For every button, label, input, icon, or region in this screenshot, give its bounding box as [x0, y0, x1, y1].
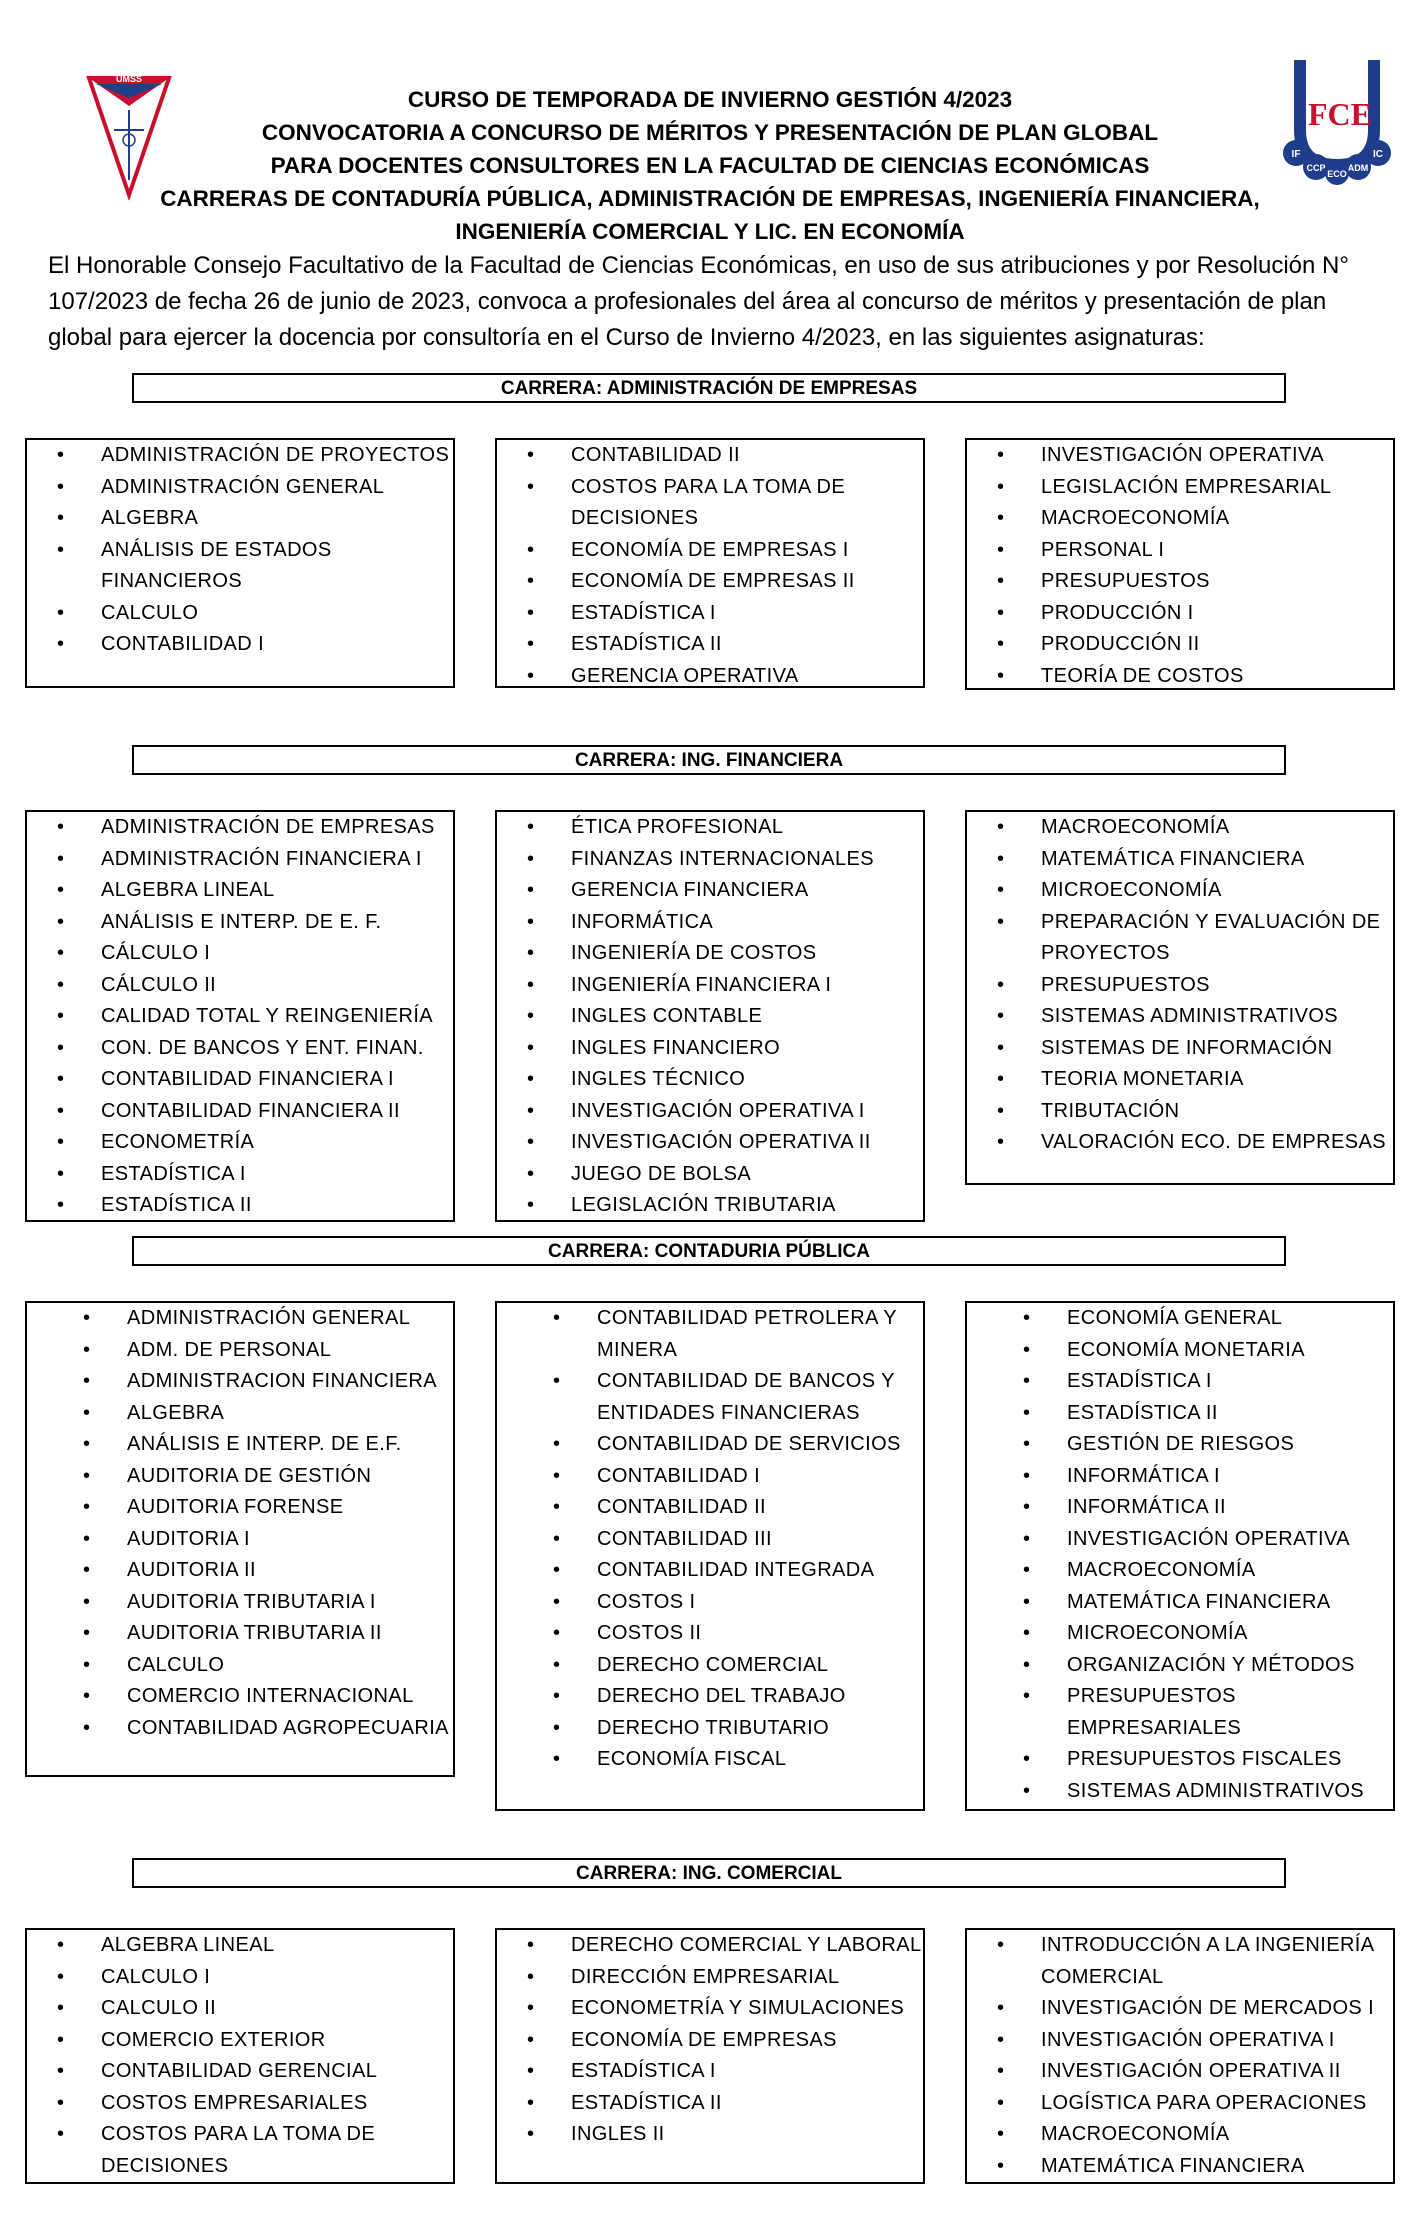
- subject-item: • VALORACIÓN ECO. DE EMPRESAS: [967, 1127, 1393, 1159]
- subject-box: [25, 1928, 455, 2184]
- subject-item: • ESTADÍSTICA I: [497, 598, 923, 630]
- subject-item: • ADM. DE PERSONAL: [27, 1335, 453, 1367]
- subject-item: • MACROECONOMÍA: [967, 2119, 1393, 2151]
- subject-item: • TRIBUTACIÓN: [967, 1096, 1393, 1128]
- subject-item: • ESTADÍSTICA II: [27, 1190, 453, 1222]
- subject-item: • INTRODUCCIÓN A LA INGENIERÍA COMERCIAL: [967, 1930, 1393, 1993]
- svg-text:IF: IF: [1291, 149, 1301, 160]
- subject-item: • INGLES TÉCNICO: [497, 1064, 923, 1096]
- subject-item: • MATEMÁTICA FINANCIERA: [967, 2151, 1393, 2183]
- subject-box: [495, 1928, 925, 2184]
- subject-box: [25, 438, 455, 688]
- subject-item: • CONTABILIDAD I: [497, 1461, 923, 1493]
- subject-box: [495, 1301, 925, 1811]
- subject-item: • CONTABILIDAD PETROLERA Y MINERA: [497, 1303, 923, 1366]
- subject-item: • INGLES FINANCIERO: [497, 1033, 923, 1065]
- subject-item: • ALGEBRA: [27, 503, 453, 535]
- intro-line-1: El Honorable Consejo Facultativo de la Facultad de Ciencias Económicas, en uso de sus atribuciones y por Resolución N°: [48, 252, 1349, 279]
- subject-item: • ESTADÍSTICA I: [967, 1366, 1393, 1398]
- subject-item: • CONTABILIDAD II: [497, 440, 923, 472]
- subject-item: • MATEMÁTICA FINANCIERA: [967, 1587, 1393, 1619]
- subject-item: • GESTIÓN DE RIESGOS: [967, 1429, 1393, 1461]
- subject-item: • ANÁLISIS E INTERP. DE E. F.: [27, 907, 453, 939]
- subject-item: • SISTEMAS ADMINISTRATIVOS: [967, 1001, 1393, 1033]
- subject-item: • INVESTIGACIÓN OPERATIVA: [967, 440, 1393, 472]
- header-line-5: INGENIERÍA COMERCIAL Y LIC. EN ECONOMÍA: [455, 219, 965, 244]
- subject-item: • ORGANIZACIÓN Y MÉTODOS: [967, 1650, 1393, 1682]
- subject-item: • CALCULO II: [27, 1993, 453, 2025]
- subject-item: • ADMINISTRACIÓN GENERAL: [27, 1303, 453, 1335]
- subject-item: • AUDITORIA II: [27, 1555, 453, 1587]
- subject-item: • INVESTIGACIÓN OPERATIVA: [967, 1524, 1393, 1556]
- subject-item: • INGLES CONTABLE: [497, 1001, 923, 1033]
- subject-item: • ALGEBRA LINEAL: [27, 1930, 453, 1962]
- subject-item: • COSTOS EMPRESARIALES: [27, 2088, 453, 2120]
- subject-item: • COSTOS PARA LA TOMA DE DECISIONES: [497, 472, 923, 535]
- subject-item: • ADMINISTRACIÓN FINANCIERA I: [27, 844, 453, 876]
- subject-item: • ADMINISTRACIÓN DE EMPRESAS: [27, 812, 453, 844]
- subject-item: • INFORMÁTICA I: [967, 1461, 1393, 1493]
- subject-item: • CONTABILIDAD GERENCIAL: [27, 2056, 453, 2088]
- subject-item: • COMERCIO INTERNACIONAL: [27, 1681, 453, 1713]
- subject-item: • PRODUCCIÓN II: [967, 629, 1393, 661]
- subject-item: • MACROECONOMÍA: [967, 503, 1393, 535]
- subject-item: • PREPARACIÓN Y EVALUACIÓN DE PROYECTOS: [967, 907, 1393, 970]
- subject-item: • ESTADÍSTICA II: [497, 629, 923, 661]
- subject-item: • DERECHO COMERCIAL Y LABORAL: [497, 1930, 923, 1962]
- subject-box: [965, 810, 1395, 1185]
- subject-item: • PRESUPUESTOS FISCALES: [967, 1744, 1393, 1776]
- subject-box: [25, 1301, 455, 1777]
- document-header: [150, 83, 1270, 248]
- section-title-ing-financiera: CARRERA: ING. FINANCIERA: [132, 745, 1286, 775]
- subject-box: [965, 438, 1395, 690]
- subject-item: • AUDITORIA TRIBUTARIA I: [27, 1587, 453, 1619]
- subject-item: • PRESUPUESTOS EMPRESARIALES: [967, 1681, 1393, 1744]
- subject-item: • CÁLCULO I: [27, 938, 453, 970]
- subject-item: • ECONOMÍA FISCAL: [497, 1744, 923, 1776]
- subject-item: • AUDITORIA I: [27, 1524, 453, 1556]
- subject-item: • INVESTIGACIÓN OPERATIVA I: [967, 2025, 1393, 2057]
- subject-item: • INFORMÁTICA II: [967, 1492, 1393, 1524]
- subject-item: • DERECHO COMERCIAL: [497, 1650, 923, 1682]
- subject-item: • MATEMÁTICA FINANCIERA: [967, 844, 1393, 876]
- subject-item: • PERSONAL I: [967, 535, 1393, 567]
- subject-item: • CON. DE BANCOS Y ENT. FINAN.: [27, 1033, 453, 1065]
- svg-text:ECO: ECO: [1327, 169, 1347, 179]
- subject-item: • COSTOS II: [497, 1618, 923, 1650]
- subject-item: • ALGEBRA: [27, 1398, 453, 1430]
- header-line-1: CURSO DE TEMPORADA DE INVIERNO GESTIÓN 4/2023: [407, 87, 1013, 112]
- subject-item: • ECONOMÍA MONETARIA: [967, 1335, 1393, 1367]
- subject-box: [25, 810, 455, 1222]
- subject-item: • ESTADÍSTICA II: [497, 2088, 923, 2120]
- header-line-4: CARRERAS DE CONTADURÍA PÚBLICA, ADMINISTRACIÓN DE EMPRESAS, INGENIERÍA FINANCIERA,: [160, 186, 1260, 211]
- subject-item: • PRESUPUESTOS: [967, 970, 1393, 1002]
- subject-item: • CALCULO: [27, 598, 453, 630]
- subject-item: • ADMINISTRACION FINANCIERA: [27, 1366, 453, 1398]
- subject-item: • CALCULO I: [27, 1962, 453, 1994]
- subject-item: • ANÁLISIS E INTERP. DE E.F.: [27, 1429, 453, 1461]
- svg-text:IC: IC: [1373, 149, 1383, 160]
- subject-item: • LEGISLACIÓN EMPRESARIAL: [967, 472, 1393, 504]
- subject-item: • INGENIERÍA FINANCIERA I: [497, 970, 923, 1002]
- subject-item: • ADMINISTRACIÓN GENERAL: [27, 472, 453, 504]
- subject-item: • ECONOMÍA DE EMPRESAS II: [497, 566, 923, 598]
- subject-item: • CONTABILIDAD DE SERVICIOS: [497, 1429, 923, 1461]
- section-title-administracion: CARRERA: ADMINISTRACIÓN DE EMPRESAS: [132, 373, 1286, 403]
- subject-item: • ECONOMETRÍA Y SIMULACIONES: [497, 1993, 923, 2025]
- subject-item: • CÁLCULO II: [27, 970, 453, 1002]
- subject-item: • ADMINISTRACIÓN DE PROYECTOS: [27, 440, 453, 472]
- subject-item: • ALGEBRA LINEAL: [27, 875, 453, 907]
- subject-item: • DERECHO DEL TRABAJO: [497, 1681, 923, 1713]
- subject-item: • COSTOS PARA LA TOMA DE DECISIONES: [27, 2119, 453, 2182]
- subject-item: • ESTADÍSTICA II: [967, 1398, 1393, 1430]
- subject-item: • CONTABILIDAD INTEGRADA: [497, 1555, 923, 1587]
- subject-item: • MICROECONOMÍA: [967, 1618, 1393, 1650]
- subject-item: • ECONOMÍA DE EMPRESAS: [497, 2025, 923, 2057]
- svg-text:ADM: ADM: [1347, 163, 1369, 173]
- subject-item: • ESTADÍSTICA I: [497, 2056, 923, 2088]
- subject-item: • ANÁLISIS DE ESTADOS FINANCIEROS: [27, 535, 453, 598]
- subject-box: [965, 1928, 1395, 2184]
- subject-item: • INFORMÁTICA: [497, 907, 923, 939]
- subject-item: • AUDITORIA DE GESTIÓN: [27, 1461, 453, 1493]
- fce-logo: [1282, 55, 1392, 185]
- subject-box: [965, 1301, 1395, 1811]
- subject-item: • TEORIA MONETARIA: [967, 1064, 1393, 1096]
- subject-item: • CONTABILIDAD FINANCIERA I: [27, 1064, 453, 1096]
- subject-item: • ECONOMETRÍA: [27, 1127, 453, 1159]
- subject-item: • INGLES II: [497, 2119, 923, 2151]
- subject-item: • INGENIERÍA DE COSTOS: [497, 938, 923, 970]
- subject-item: • DIRECCIÓN EMPRESARIAL: [497, 1962, 923, 1994]
- intro-line-2: 107/2023 de fecha 26 de junio de 2023, convoca a profesionales del área al concurso de méritos y presentación de plan: [48, 288, 1327, 315]
- subject-item: • ESTADÍSTICA I: [27, 1159, 453, 1191]
- section-title-ing-comercial: CARRERA: ING. COMERCIAL: [132, 1858, 1286, 1888]
- subject-item: • CONTABILIDAD II: [497, 1492, 923, 1524]
- subject-item: • INVESTIGACIÓN OPERATIVA II: [497, 1127, 923, 1159]
- subject-item: • INVESTIGACIÓN OPERATIVA II: [967, 2056, 1393, 2088]
- intro-line-3: global para ejercer la docencia por consultoría en el Curso de Invierno 4/2023, en las siguientes asignaturas:: [48, 324, 1205, 351]
- subject-item: • ECONOMÍA GENERAL: [967, 1303, 1393, 1335]
- header-line-3: PARA DOCENTES CONSULTORES EN LA FACULTAD DE CIENCIAS ECONÓMICAS: [270, 153, 1150, 178]
- subject-item: • LOGÍSTICA PARA OPERACIONES: [967, 2088, 1393, 2120]
- subject-item: • CONTABILIDAD FINANCIERA II: [27, 1096, 453, 1128]
- section-title-contaduria: CARRERA: CONTADURIA PÚBLICA: [132, 1236, 1286, 1266]
- subject-item: • AUDITORIA TRIBUTARIA II: [27, 1618, 453, 1650]
- header-line-2: CONVOCATORIA A CONCURSO DE MÉRITOS Y PRESENTACIÓN DE PLAN GLOBAL: [261, 120, 1159, 145]
- subject-item: • COSTOS I: [497, 1587, 923, 1619]
- subject-item: • LEGISLACIÓN TRIBUTARIA: [497, 1190, 923, 1222]
- subject-item: • PRODUCCIÓN I: [967, 598, 1393, 630]
- subject-box: [495, 438, 925, 688]
- subject-item: • AUDITORIA FORENSE: [27, 1492, 453, 1524]
- subject-item: • CONTABILIDAD I: [27, 629, 453, 661]
- subject-item: • CALIDAD TOTAL Y REINGENIERÍA: [27, 1001, 453, 1033]
- subject-item: • CONTABILIDAD DE BANCOS Y ENTIDADES FINANCIERAS: [497, 1366, 923, 1429]
- subject-item: • COMERCIO EXTERIOR: [27, 2025, 453, 2057]
- intro-paragraph: [48, 248, 1388, 356]
- subject-item: • TEORÍA DE COSTOS: [967, 661, 1393, 693]
- subject-box: [495, 810, 925, 1222]
- subject-item: • INVESTIGACIÓN DE MERCADOS I: [967, 1993, 1393, 2025]
- subject-item: • PRESUPUESTOS: [967, 566, 1393, 598]
- subject-item: • GERENCIA FINANCIERA: [497, 875, 923, 907]
- subject-item: • FINANZAS INTERNACIONALES: [497, 844, 923, 876]
- subject-item: • JUEGO DE BOLSA: [497, 1159, 923, 1191]
- subject-item: • DERECHO TRIBUTARIO: [497, 1713, 923, 1745]
- subject-item: • MACROECONOMÍA: [967, 1555, 1393, 1587]
- subject-item: • INVESTIGACIÓN OPERATIVA I: [497, 1096, 923, 1128]
- subject-item: • ÉTICA PROFESIONAL: [497, 812, 923, 844]
- subject-item: • MICROECONOMÍA: [967, 875, 1393, 907]
- subject-item: • SISTEMAS DE INFORMACIÓN: [967, 1033, 1393, 1065]
- svg-text:UMSS: UMSS: [1284, 91, 1295, 120]
- svg-text:CCP: CCP: [1306, 163, 1326, 173]
- subject-item: • CONTABILIDAD III: [497, 1524, 923, 1556]
- subject-item: • SISTEMAS ADMINISTRATIVOS: [967, 1776, 1393, 1808]
- subject-item: • MACROECONOMÍA: [967, 812, 1393, 844]
- subject-item: • CALCULO: [27, 1650, 453, 1682]
- subject-item: • CONTABILIDAD AGROPECUARIA: [27, 1713, 453, 1745]
- subject-item: • ECONOMÍA DE EMPRESAS I: [497, 535, 923, 567]
- svg-text:FCE: FCE: [1308, 96, 1372, 132]
- svg-text:UMSS: UMSS: [115, 74, 143, 84]
- subject-item: • GERENCIA OPERATIVA: [497, 661, 923, 693]
